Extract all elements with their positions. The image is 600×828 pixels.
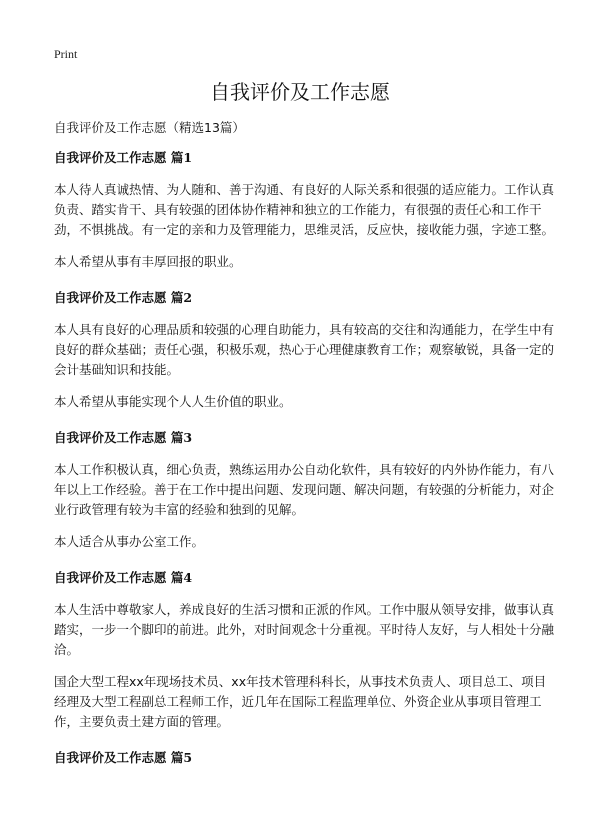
paragraph: 本人工作积极认真，细心负责，熟练运用办公自动化软件，具有较好的内外协作能力，有八年以上工作经验。善于在工作中提出问题、发现问题、解决问题，有较强的分析能力，对企业行政管理有较为丰富的经验和独到的见解。 — [54, 462, 555, 517]
section-1 — [54, 148, 554, 272]
paragraph: 本人具有良好的心理品质和较强的心理自助能力，具有较高的交往和沟通能力，在学生中有良好的群众基础；责任心强，积极乐观，热心于心理健康教育工作；观察敏锐，具备一定的会计基础知识和技能。 — [54, 322, 555, 377]
section-4 — [54, 568, 554, 732]
section-heading: 自我评价及工作志愿 篇4 — [54, 570, 193, 585]
paragraph: 本人适合从事办公室工作。 — [54, 534, 205, 549]
section-heading: 自我评价及工作志愿 篇5 — [54, 750, 193, 765]
section-3 — [54, 428, 554, 552]
paragraph: 本人生活中尊敬家人，养成良好的生活习惯和正派的作风。工作中服从领导安排，做事认真踏实，一步一个脚印的前进。此外，对时间观念十分重视。平时待人友好，与人相处十分融洽。 — [54, 602, 555, 657]
page-title: 自我评价及工作志愿 — [210, 80, 390, 104]
paragraph: 本人待人真诚热情、为人随和、善于沟通、有良好的人际关系和很强的适应能力。工作认真负责、踏实肯干、具有较强的团体协作精神和独立的工作能力，有很强的责任心和工作干劲，不惧挑战。有一定的亲和力及管理能力，思维灵活，反应快，接收能力强，字迹工整。 — [54, 182, 555, 237]
paragraph: 本人希望从事有丰厚回报的职业。 — [54, 254, 242, 269]
section-heading: 自我评价及工作志愿 篇3 — [54, 430, 193, 445]
section-5 — [54, 748, 554, 768]
document-subtitle: 自我评价及工作志愿（精选13篇） — [54, 120, 245, 135]
document-body — [54, 148, 554, 780]
paragraph: 国企大型工程xx年现场技术员、xx年技术管理科科长，从事技术负责人、项目总工、项目经理及大型工程副总工程师工作，近几年在国际工程监理单位、外资企业从事项目管理工作，主要负责土建方面的管理。 — [54, 674, 547, 729]
section-2 — [54, 288, 554, 412]
paragraph: 本人希望从事能实现个人人生价值的职业。 — [54, 394, 292, 409]
section-heading: 自我评价及工作志愿 篇1 — [54, 150, 193, 165]
section-heading: 自我评价及工作志愿 篇2 — [54, 290, 193, 305]
print-link[interactable]: Print — [54, 47, 78, 61]
